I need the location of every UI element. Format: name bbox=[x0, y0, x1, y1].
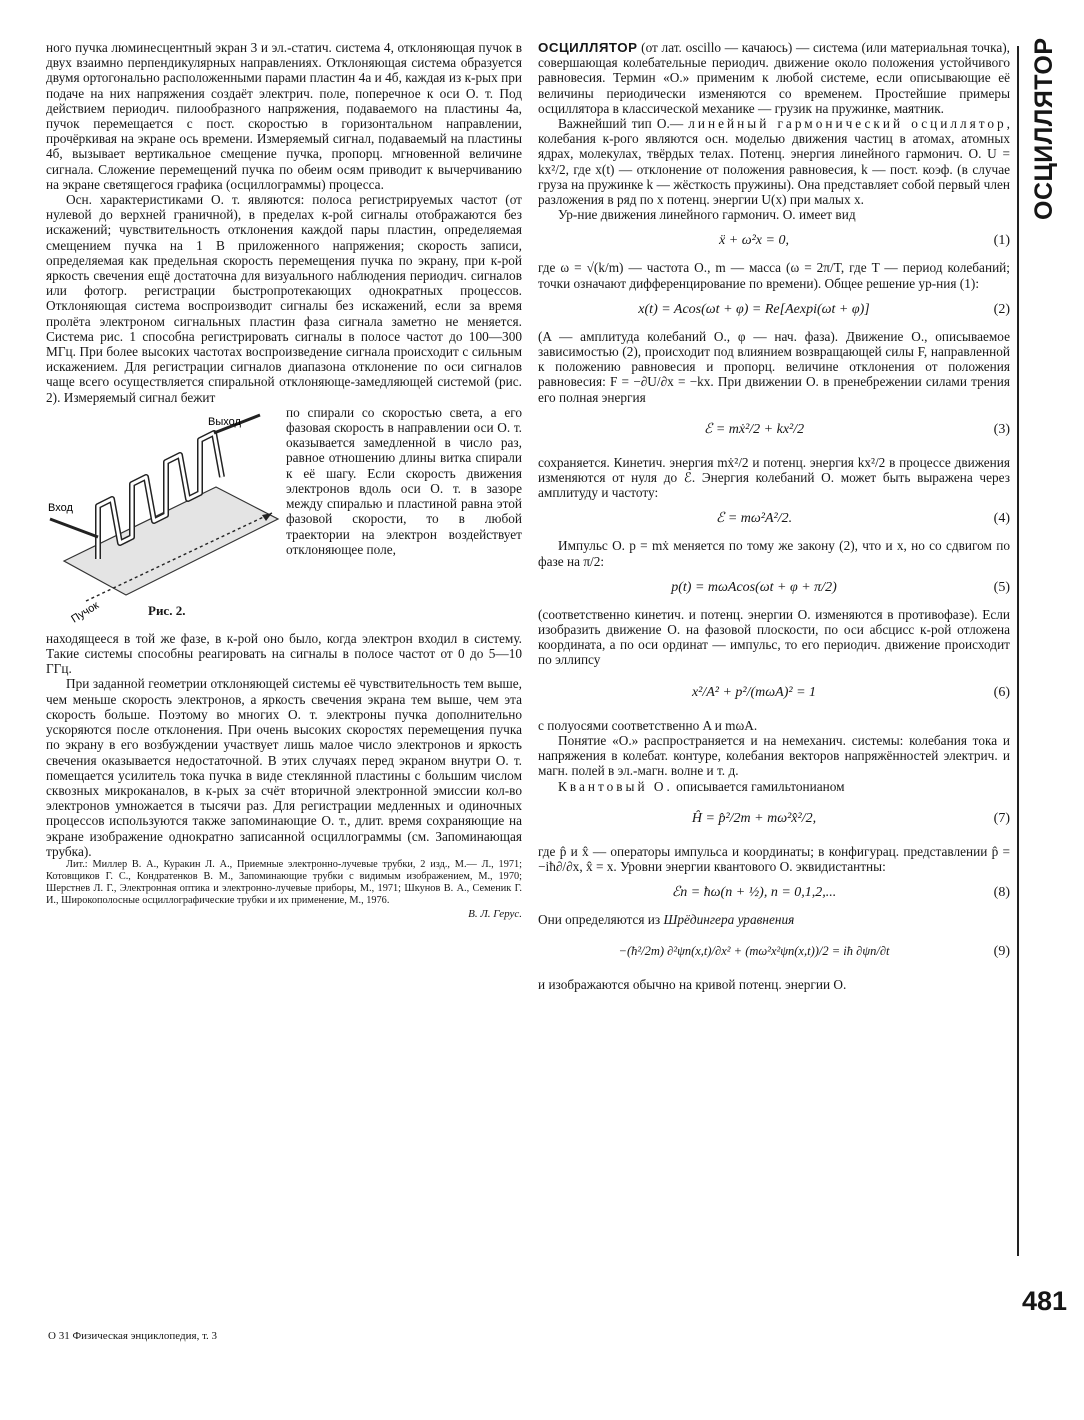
spiral-deflection-figure bbox=[46, 411, 282, 631]
figure-label-output: Выход bbox=[208, 415, 241, 428]
page-number: 481 bbox=[1022, 1286, 1068, 1316]
equation-1: ẍ + ω²x = 0, (1) bbox=[719, 233, 1010, 249]
equation-5: p(t) = mωAcos(ωt + φ + π/2) (5) bbox=[671, 579, 1010, 595]
figure-side-text: по спирали со скоростью света, а его фазовая скорость в направлении оси О. т. оказывается замедленной в число раз, равное отношению длины витка спирали к её шагу. Если скорость движения электронов вдоль оси О. т. в зазоре между спиралью и пластиной равна этой фазовой скорости, то в любой траектории на электрон воздействует отклоняющее поле, bbox=[286, 404, 522, 557]
right-paragraph-5: (A — амплитуда колебаний О., φ — нач. фаза). Движение О., описываемое зависимостью (2), происходит под влиянием возвращающей силы F, направленной к положению равновесия и пропорц. величине отклонения от положения равновесия: F = −∂U/∂x = −kx. При движении О. в пренебрежении силами трения его полная энергия bbox=[538, 328, 1010, 405]
left-paragraph-2: Осн. характеристиками О. т. являются: полоса регистрируемых частот (от нулевой до верхней граничной), в пределах к-рой сигналы отображаются без искажений; чувствительность отклонения каждой пары пластин, определяемая смещением пучка на 1 В приложенного напряжения; скорость записи, определяемая как предельная скорость перемещения пучка по экрану, при к-рой яркость свечения ещё достаточна для визуального наблюдения периодич. сигналов или фотогр. регистрации быстропротекающих однократных процессов. Отклоняющая система воспроизводит сигналы без искажений, если за время пролёта электроном сигнальных пластин фаза сигнала заметно не меняется. Система рис. 1 способна регистрировать сигналы в полосе частот до 100—300 МГц. При более высоких частотах воспроизведение сигнала происходит с сильным искажением. Для регистрации сигналов диапазона отклонение по оси сигналов чаще всего осуществляется спиральной отклоняюще-замедляющей системой (рис. 2). Измеряемый сигнал бежит bbox=[46, 192, 522, 405]
right-paragraph-3: Ур-ние движения линейного гармонич. О. имеет вид bbox=[558, 207, 856, 223]
figure-block bbox=[46, 405, 522, 631]
figure-caption: Рис. 2. bbox=[148, 602, 186, 618]
left-paragraph-4: При заданной геометрии отклоняющей системы её чувствительность тем выше, чем меньше скорость электронов, а яркость свечения экрана тем выше, чем эта скорость больше. Поэтому во многих О. т. электроны пучка дополнительно ускоряются после отклонения. При очень высоких скоростях перемещения пучка по экрану в его возбуждении участвует лишь малое число электронов и яркость свечения оказывается недостаточной. В этих случаях перед экраном внутри О. т. помещается усилитель тока пучка в виде стеклянной пластины с большим числом сквозных микроканалов, в к-рых за счёт вторичной электронной эмиссии кол-во электронов умножается в тысячи раз. Для регистрации медленных и одиночных процессов используются также запоминающие О. т., длит. время сохраняющие на экране изображение однократно записанной осциллограммы (см. Запоминающая трубка). bbox=[46, 676, 522, 859]
right-paragraph-7: Импульс О. p = mẋ меняется по тому же закону (2), что и x, но со сдвигом по фазе на π/2: bbox=[538, 538, 1010, 569]
left-paragraph-3: находящееся в той же фазе, в к-рой оно было, когда электрон входил в систему. Такие системы способны реагировать на сигналы в полосе частот от 0 до 5—10 ГГц. bbox=[46, 630, 522, 677]
right-paragraph-13-lead: Они определяются из bbox=[538, 912, 664, 928]
side-rule bbox=[1017, 46, 1019, 1256]
right-paragraph-2-lead: Важнейший тип О.— bbox=[558, 116, 689, 132]
equation-2: x(t) = Acos(ωt + φ) = Re[Aexpi(ωt + φ)] (2) bbox=[638, 301, 1010, 317]
linear-harmonic-oscillator-term: линейный гармонический осциллятор bbox=[688, 116, 1007, 132]
equation-9: −(ħ²/2m) ∂²ψn(x,t)/∂x² + (mω²x²ψn(x,t))/2 = iħ ∂ψn/∂t (9) bbox=[618, 944, 1010, 960]
right-paragraph-1-text: (от лат. oscillo — качаюсь) — система (или материальная точка), совершающая колебательные периодич. движение около положения устойчивого равновесия. Термин «О.» применим к любой системе, если описывающие её величины периодически изменяются со временем. Простейшие примеры осциллятора в классической механике — грузик на пружинке, маятник. bbox=[538, 40, 1010, 116]
right-paragraph-13 bbox=[538, 912, 1010, 927]
right-paragraph-9: с полуосями соответственно A и mωA. bbox=[538, 717, 758, 733]
right-paragraph-6: сохраняется. Кинетич. энергия mẋ²/2 и потенц. энергия kx²/2 в процессе движения изменяются от нуля до ℰ. Энергия колебаний О. может быть выражена через амплитуду и частоту: bbox=[538, 454, 1010, 501]
equation-3: ℰ = mẋ²/2 + kx²/2 (3) bbox=[703, 421, 1010, 437]
literature-list: Лит.: Миллер В. А., Куракин Л. А., Приемные электронно-лучевые трубки, 2 изд., М.— Л., 1971; Котовщиков Г. С., Кондратенков В. М., Запоминающие трубки с видимым изображением, М., 1970; Шерстнев Л. Г., Электронная оптика и электронно-лучевые приборы, М., 1971; Шкунов В. А., Семеник Г. И., Широкополосные осциллографические трубки и их применение, М., 1976. bbox=[46, 858, 522, 906]
right-paragraph-14: и изображаются обычно на кривой потенц. энергии О. bbox=[538, 977, 847, 993]
right-paragraph-11 bbox=[538, 779, 1010, 794]
figure-label-input: Вход bbox=[48, 501, 73, 514]
input-lead bbox=[50, 519, 98, 537]
article-author: В. Л. Герус. bbox=[468, 907, 522, 920]
right-column bbox=[538, 40, 1010, 993]
left-paragraph-1: ного пучка люминесцентный экран 3 и эл.-статич. система 4, отклоняющая пучок в двух взаимно перпендикулярных направлениях. Отклоняющая система образуется двумя ортогонально расположенными парами пластин 4а и 4б, каждая из к-рых при подаче на них напряжения создаёт электрич. поле, поперечное к оси О. т. Под действием периодич. пилообразного напряжения, подаваемого на пластины 4а, пучок перемещается с пост. скоростью в горизонтальном направлении, прочёркивая на экране ось времени. Измеряемый сигнал, подаваемый на пластины 4б, вызывает вертикальное смещение пучка, пропорц. мгновенной величине сигнала. Сложение перемещений пучка по обеим осям приводит к вычерчиванию на экране светящегося графика (осциллограммы) процесса. bbox=[46, 40, 522, 192]
right-paragraph-10: Понятие «О.» распространяется и на немеханич. системы: колебания тока и напряжения в колебат. контуре, колебания векторов напряжённостей электрич. и магн. полей в эл.-магн. волне и т. д. bbox=[538, 732, 1010, 779]
left-column bbox=[46, 40, 522, 922]
right-paragraph-11-text: описывается гамильтонианом bbox=[672, 778, 845, 794]
equation-7: Ĥ = p̂²/2m + mω²x̂²/2, (7) bbox=[691, 810, 1010, 826]
side-title: ОСЦИЛЛЯТОР bbox=[1030, 37, 1058, 220]
quantum-oscillator-term: Квантовый О. bbox=[558, 778, 673, 794]
right-paragraph-8: (соответственно кинетич. и потенц. энергии О. изменяются в противофазе). Если изобразить движение О. на фазовой плоскости, по оси абсцисс к-рой отложена координата, а по оси ординат — импульс, то его периодич. движение происходит по эллипсу bbox=[538, 606, 1010, 668]
equation-8: ℰn = ħω(n + ½), n = 0,1,2,... (8) bbox=[671, 885, 1010, 901]
equation-6: x²/A² + p²/(mωA)² = 1 (6) bbox=[691, 684, 1010, 700]
right-paragraph-2-text: , колебания к-рого являются осн. моделью движения частиц в атомах, атомных ядрах, молекулах, твёрдых телах. Потенц. энергия линейного гармонич. О. U = kx²/2, где x(t) — отклонение от положения равновесия, k — пост. коэф. (в случае груза на пружинке k — жёсткость пружины). Она представляет собой первый член разложения в ряд по x потенц. энергии U(x) при малых x. bbox=[538, 116, 1010, 208]
equation-4: ℰ = mω²A²/2. (4) bbox=[715, 511, 1010, 527]
right-paragraph-4: где ω = √(k/m) — частота О., m — масса (ω = 2π/T, где T — период колебаний; точки означают дифференцирование по времени). Общее решение ур-ния (1): bbox=[538, 260, 1010, 291]
right-paragraph-12: где p̂ и x̂ — операторы импульса и координаты; в конфигурац. представлении p̂ = −iħ∂/∂x, x̂ = x. Уровни энергии квантового О. эквидистантны: bbox=[538, 843, 1010, 874]
footer-signature: О 31 Физическая энциклопедия, т. 3 bbox=[48, 1330, 218, 1342]
right-paragraph-1 bbox=[538, 40, 1010, 116]
article-headword: ОСЦИЛЛЯТОР bbox=[538, 40, 638, 55]
right-paragraph-2 bbox=[538, 116, 1010, 207]
schrodinger-equation-link: Шрёдингера уравнения bbox=[663, 912, 795, 928]
figure-label-beam: Пучок bbox=[69, 599, 102, 626]
